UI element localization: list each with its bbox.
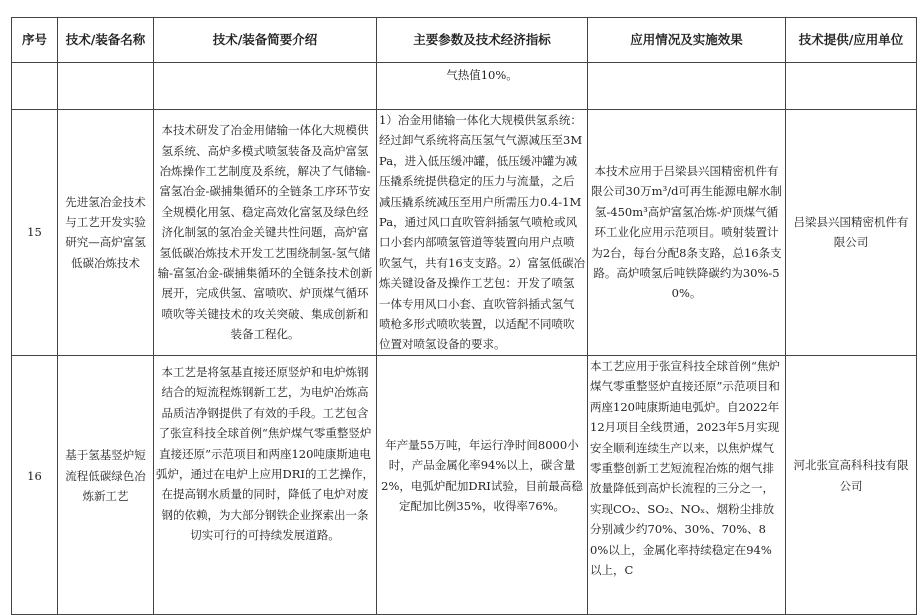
cell-application: 本技术应用于吕梁县兴国精密机件有限公司30万m³/d可再生能源电解水制氢-450m³高炉富氢冶炼-炉顶煤气循环工业化应用示范项目。喷射装置计为2台，每台分配8条支路，总16条支路。高炉喷氢后吨铁降碳约为30%-50%。 (588, 110, 786, 356)
cell-name: 先进氢冶金技术与工艺开发实验研究—高炉富氢低碳冶炼技术 (58, 110, 154, 356)
cell-empty (58, 63, 154, 110)
cell-empty (588, 63, 786, 110)
table-row (12, 355, 917, 614)
header-unit: 技术提供/应用单位 (786, 18, 917, 63)
cell-empty (12, 63, 58, 110)
cell-params: 气热值10%。 (377, 63, 588, 110)
header-no: 序号 (12, 18, 58, 63)
cell-params: 1）冶金用储输一体化大规模供氢系统：经过卸气系统将高压氢气气源减压至3MPa，进入低压缓冲罐，低压缓冲罐为减压撬系统提供稳定的压力与流量，之后减压撬系统减压至用户所需压力0.4-1MPa，通过风口直吹管斜插氢气喷枪或风口小套内部喷氢管道等装置向用户点喷吹氢气，共有16支支路。2）富氢低碳冶炼关键设备及操作工艺包：开发了喷氢一体专用风口小套、直吹管斜插式氢气喷枪多形式喷吹装置，以适配不同喷吹位置对喷氢设备的要求。 (377, 110, 588, 356)
header-row (12, 18, 917, 63)
cell-intro: 本技术研发了冶金用储输一体化大规模供氢系统、高炉多模式喷氢装备及高炉富氢冶炼操作工艺制度及系统，解决了气储输-富氢冶金-碳捕集循环的全链条工序环节安全规模化用氢、稳定高效化富氢及绿色经济化制氢的氢冶金关键共性问题，高炉富氢低碳冶炼技术开发工艺围绕制氢-氢气储输-富氢冶金-碳捕集循环的全链条技术创新展开，完成供氢、富喷吹、炉顶煤气循环喷吹等关键技术的攻关突破、集成创新和装备工程化。 (154, 110, 377, 356)
cell-unit: 吕梁县兴国精密机件有限公司 (786, 110, 917, 356)
cell-empty (786, 63, 917, 110)
technology-table (11, 17, 917, 615)
table-row (12, 110, 917, 356)
cell-no: 15 (12, 110, 58, 356)
cell-intro: 本工艺是将氢基直接还原竖炉和电炉炼钢结合的短流程炼钢新工艺，为电炉冶炼高品质洁净钢提供了有效的手段。工艺包含了张宣科技全球首例“焦炉煤气零重整竖炉直接还原”示范项目和两座120吨康斯迪电弧炉，通过在电炉上应用DRI的工艺操作，在提高钢水质量的同时，降低了电炉对废钢的依赖，为大部分钢铁企业探索出一条切实可行的可持续发展道路。 (154, 355, 377, 614)
header-intro: 技术/装备简要介绍 (154, 18, 377, 63)
header-params: 主要参数及技术经济指标 (377, 18, 588, 63)
cell-application: 本工艺应用于张宣科技全球首例“焦炉煤气零重整竖炉直接还原”示范项目和两座120吨康斯迪电弧炉。自2022年12月项目全线贯通，2023年5月实现安全顺利连续生产以来，以焦炉煤气零重整创新工艺短流程冶炼的烟气排放量降低到高炉长流程的三分之一，实现CO₂、SO₂、NOₓ、烟粉尘排放分别减少约70%、30%、70%、80%以上，金属化率持续稳定在94%以上，C (588, 355, 786, 614)
header-application: 应用情况及实施效果 (588, 18, 786, 63)
table-row-continued (12, 63, 917, 110)
cell-params: 年产量55万吨，年运行净时间8000小时，产品金属化率94%以上，碳含量2%，电弧炉配加DRI试验，目前最高稳定配加比例35%，收得率76%。 (377, 355, 588, 614)
cell-no: 16 (12, 355, 58, 614)
cell-name: 基于氢基竖炉短流程低碳绿色冶炼新工艺 (58, 355, 154, 614)
cell-unit: 河北张宣高科科技有限公司 (786, 355, 917, 614)
cell-empty (154, 63, 377, 110)
header-name: 技术/装备名称 (58, 18, 154, 63)
